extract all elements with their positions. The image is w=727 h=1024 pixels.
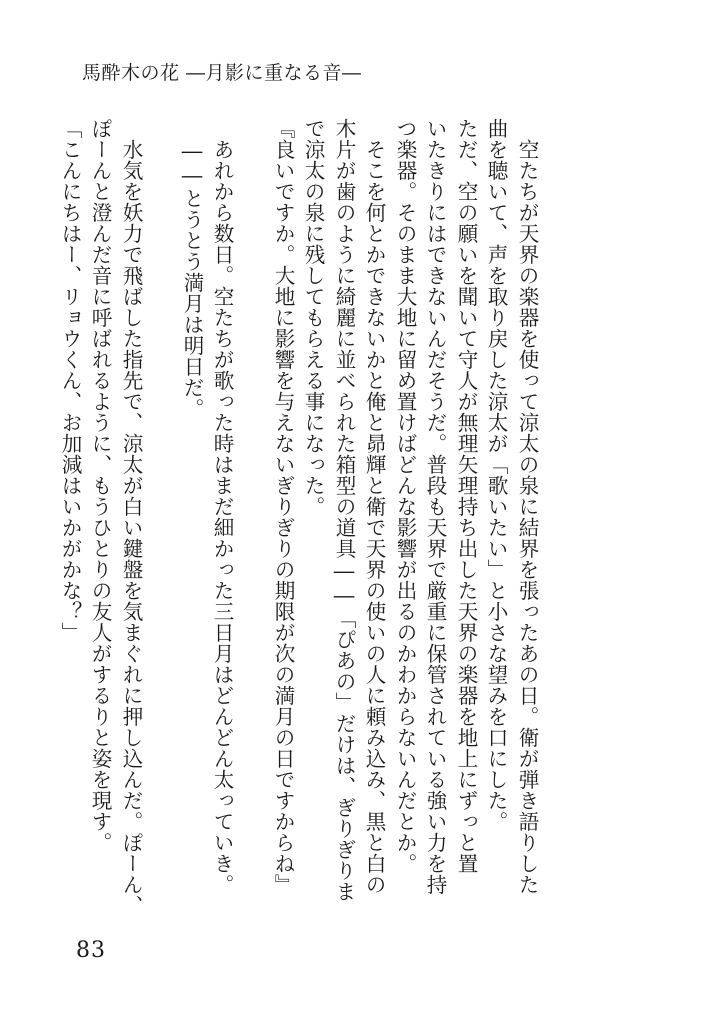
text-line: いたきりにはできないんだそうだ。普段も天界で厳重に保管されている強い力を持 <box>423 118 447 895</box>
text-line: 曲を聴いて、声を取り戻した涼太が「歌いたい」と小さな望みを口にした。 <box>484 118 508 832</box>
text-line: 空たちが天界の楽器を使って涼太の泉に結界を張ったあの日。衛が弾き語りした <box>515 118 539 895</box>
running-title: 馬酔木の花 ―月影に重なる音― <box>82 62 362 84</box>
text-line: あれから数日。空たちが歌った時はまだ細かった三日月はどんどん太っていき。 <box>210 118 234 895</box>
text-line: つ楽器。そのまま大地に留め置けばどんな影響が出るのかわからないんだとか。 <box>393 118 417 874</box>
text-line: 木片が歯のように綺麗に並べられた箱型の道具――「ぴあの」だけは、ぎりぎりま <box>332 118 356 902</box>
text-line: ぽーんと澄んだ音に呼ばれるように、もうひとりの友人がするりと姿を現す。 <box>88 118 112 853</box>
text-line: ただ、空の願いを聞いて守人が無理矢理持ち出した天界の楽器を地上にずっと置 <box>454 118 478 874</box>
text-line: 「こんにちはー、リョウくん、お加減はいかがかな？」 <box>58 118 82 643</box>
text-line: ――とうとう満月は明日だ。 <box>180 118 204 419</box>
text-line: 『良いですか。大地に影響を与えないぎりぎりの期限が次の満月の日ですからね』 <box>271 118 295 895</box>
text-line: で涼太の泉に残してもらえる事になった。 <box>301 118 325 517</box>
text-line: そこを何とかできないかと俺と昴輝と衛で天界の使いの人に頼み込み、黒と白の <box>362 118 386 895</box>
text-line: 水気を妖力で飛ばした指先で、涼太が白い鍵盤を気まぐれに押し込んだ。ぽーん、 <box>119 118 143 916</box>
page-number: 83 <box>76 938 106 963</box>
